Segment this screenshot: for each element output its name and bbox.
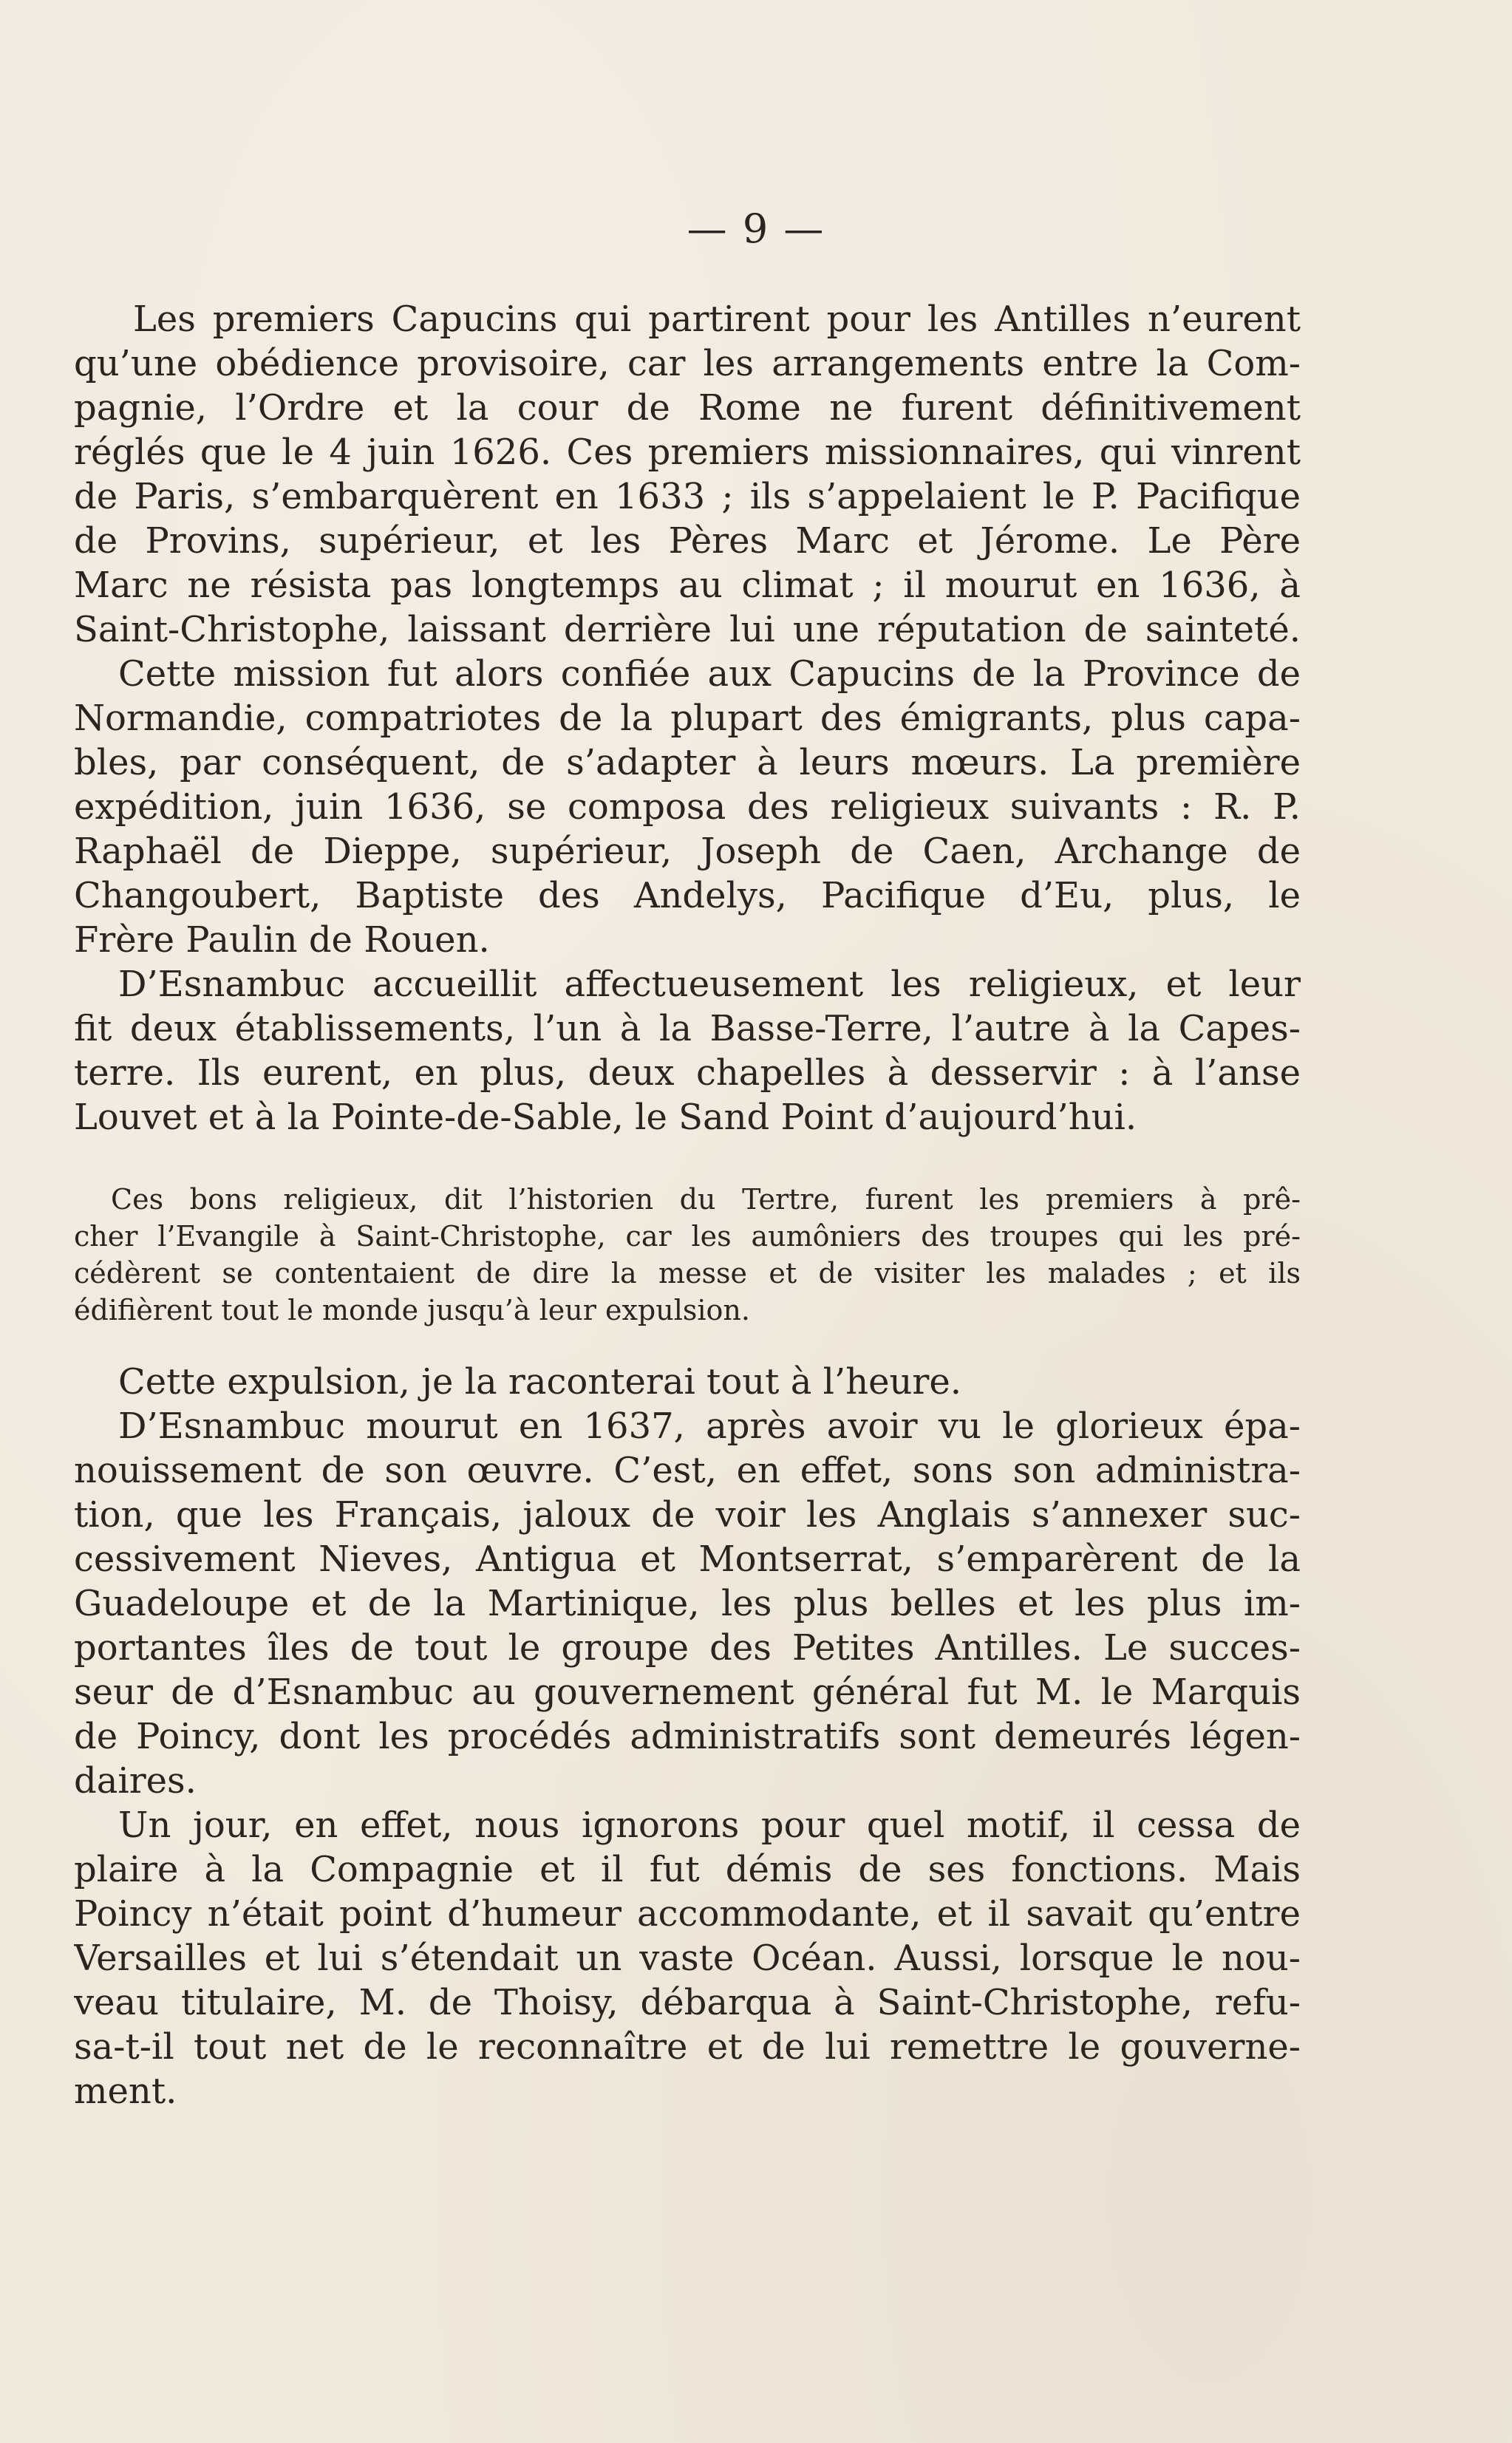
page-number: — 9 — xyxy=(687,205,825,252)
text-line: pagnie, l’Ordre et la cour de Rome ne furent définitivement xyxy=(74,387,1301,429)
text-line: Normandie, compatriotes de la plupart des émigrants, plus capa- xyxy=(74,698,1301,739)
text-line: Cette expulsion, je la raconterai tout à l’heure. xyxy=(118,1361,962,1403)
text-line: de Poincy, dont les procédés administratifs sont demeurés légen- xyxy=(74,1716,1301,1757)
text-line: D’Esnambuc accueillit affectueusement les religieux, et leur xyxy=(118,964,1301,1005)
text-line: Poincy n’était point d’humeur accommodante, et il savait qu’entre xyxy=(74,1893,1301,1935)
text-line: D’Esnambuc mourut en 1637, après avoir vu le glorieux épa- xyxy=(118,1406,1301,1447)
quotation-block xyxy=(74,1181,1301,1329)
text-line: terre. Ils eurent, en plus, deux chapelles à desservir : à l’anse xyxy=(74,1052,1301,1094)
text-line: seur de d’Esnambuc au gouvernement général fut M. le Marquis xyxy=(74,1672,1301,1713)
text-line: fit deux établissements, l’un à la Basse-Terre, l’autre à la Capes- xyxy=(74,1008,1301,1049)
quote-line: Ces bons religieux, dit l’historien du Tertre, furent les premiers à prê- xyxy=(111,1183,1301,1216)
text-line: qu’une obédience provisoire, car les arrangements entre la Com- xyxy=(74,343,1301,384)
quote-line: cédèrent se contentaient de dire la messe et de visiter les malades ; et ils xyxy=(74,1257,1301,1289)
text-line: Frère Paulin de Rouen. xyxy=(74,919,490,961)
text-line: expédition, juin 1636, se composa des religieux suivants : R. P. xyxy=(74,786,1301,828)
text-line: Changoubert, Baptiste des Andelys, Pacifique d’Eu, plus, le xyxy=(74,875,1301,916)
text-line: de Provins, supérieur, et les Pères Marc et Jérome. Le Père xyxy=(74,520,1301,562)
quote-line: édifièrent tout le monde jusqu’à leur expulsion. xyxy=(74,1294,750,1326)
text-line: Saint-Christophe, laissant derrière lui une réputation de sainteté. xyxy=(74,609,1301,650)
text-line: sa-t-il tout net de le reconnaître et de lui remettre le gouverne- xyxy=(74,2026,1301,2068)
text-line: daires. xyxy=(74,1760,197,1802)
main-text-section-2 xyxy=(74,1360,1301,2113)
text-line: plaire à la Compagnie et il fut démis de ses fonctions. Mais xyxy=(74,1849,1301,1890)
text-line: veau titulaire, M. de Thoisy, débarqua à Saint-Christophe, refu- xyxy=(74,1982,1301,2023)
text-line: ment. xyxy=(74,2071,177,2112)
quote-line: cher l’Evangile à Saint-Christophe, car les aumôniers des troupes qui les pré- xyxy=(74,1220,1301,1253)
text-line: Guadeloupe et de la Martinique, les plus belles et les plus im- xyxy=(74,1583,1301,1624)
text-line: portantes îles de tout le groupe des Petites Antilles. Le succes- xyxy=(74,1627,1301,1669)
text-line: Louvet et à la Pointe-de-Sable, le Sand Point d’aujourd’hui. xyxy=(74,1097,1137,1138)
text-line: réglés que le 4 juin 1626. Ces premiers missionnaires, qui vinrent xyxy=(74,432,1301,473)
text-line: Un jour, en effet, nous ignorons pour quel motif, il cessa de xyxy=(118,1805,1301,1846)
main-text-section-1 xyxy=(74,297,1301,1139)
text-line: cessivement Nieves, Antigua et Montserrat, s’emparèrent de la xyxy=(74,1539,1301,1580)
text-line: nouissement de son œuvre. C’est, en effet, sons son administra- xyxy=(74,1450,1301,1491)
text-line: Raphaël de Dieppe, supérieur, Joseph de Caen, Archange de xyxy=(74,831,1301,872)
text-line: tion, que les Français, jaloux de voir les Anglais s’annexer suc- xyxy=(74,1494,1301,1536)
text-line: Les premiers Capucins qui partirent pour les Antilles n’eurent xyxy=(133,299,1301,340)
text-line: Cette mission fut alors confiée aux Capucins de la Province de xyxy=(118,653,1301,695)
text-line: de Paris, s’embarquèrent en 1633 ; ils s’appelaient le P. Pacifique xyxy=(74,476,1301,517)
text-line: Versailles et lui s’étendait un vaste Océan. Aussi, lorsque le nou- xyxy=(74,1938,1301,1979)
text-line: Marc ne résista pas longtemps au climat ; il mourut en 1636, à xyxy=(74,565,1301,606)
text-line: bles, par conséquent, de s’adapter à leurs mœurs. La première xyxy=(74,742,1301,783)
